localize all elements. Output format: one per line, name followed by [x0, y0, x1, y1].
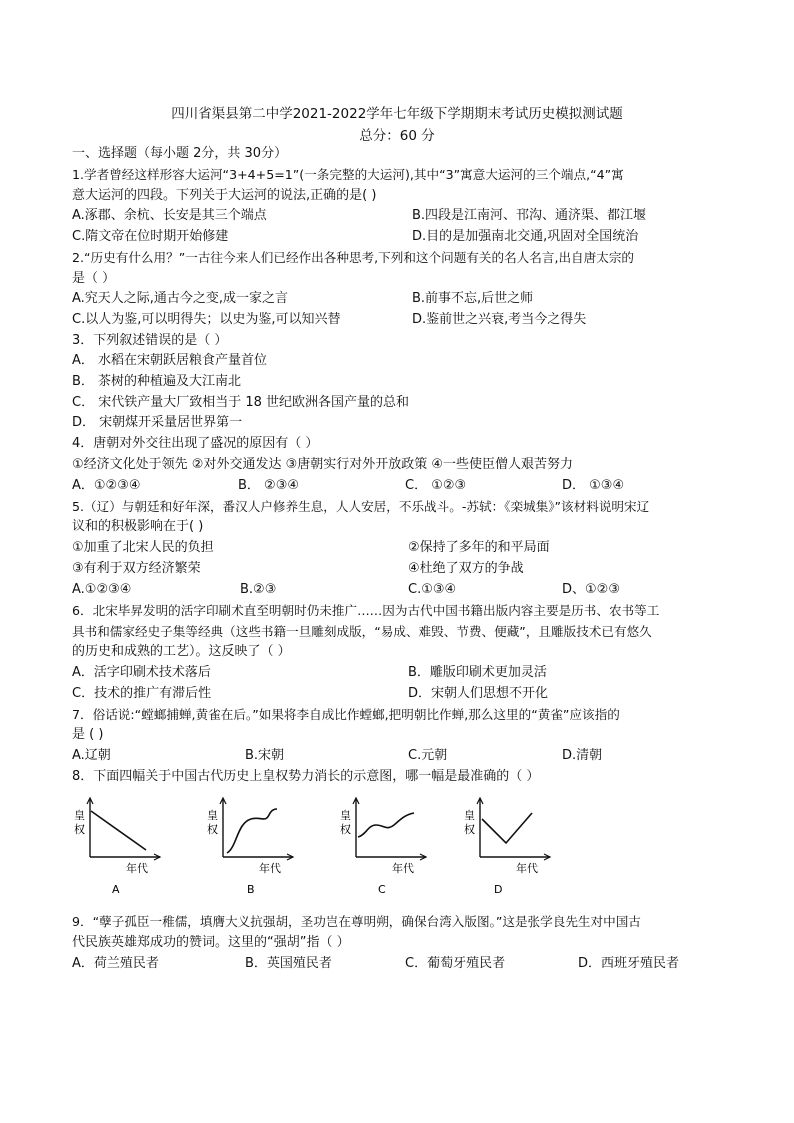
q2-stem-line2: 是（ ）: [72, 271, 116, 286]
total-score: 总分：60 分: [359, 128, 435, 144]
q2-stem-line1: 2.“历史有什么用？”一古往今来人们已经作出各种思考,下列和这个问题有关的名人名言,出自唐太宗的: [72, 250, 635, 265]
q7-option-b[interactable]: B.宋朝: [245, 748, 285, 763]
q6-option-b[interactable]: B．雕版印刷术更加灵活: [408, 665, 547, 680]
q9-stem-line1: 9．“孽子孤臣一稚儒，填膺大义抗强胡，圣功岂在尊明朔，确保台湾入版图。”这是张学良先生对中国古: [72, 914, 641, 929]
q5-stem-line1: 5.（辽）与朝廷和好年深，番汉人户修养生息，人人安居，不乐战斗。-苏轼：《栾城集》”该材料说明宋辽: [72, 499, 650, 514]
q5-option-a[interactable]: A.①②③④: [72, 582, 132, 597]
q6-stem-line3: 的历史和成熟的工艺）。这反映了（ ）: [72, 644, 291, 659]
graph-letter: D: [494, 883, 503, 896]
y-label-top: 皇: [207, 809, 218, 822]
q4-option-c[interactable]: C． ①②③: [405, 478, 467, 493]
q6-option-a[interactable]: A．活字印刷术技术落后: [72, 665, 211, 680]
q9-option-d[interactable]: D．西班牙殖民者: [578, 956, 680, 971]
x-label: 年代: [392, 862, 414, 875]
x-label: 年代: [126, 862, 148, 875]
q2-option-b[interactable]: B.前事不忘,后世之师: [412, 291, 534, 306]
q7-stem-line1: 7．俗话说:“螳螂捕蝉,黄雀在后。”如果将李自成比作螳螂,把明朝比作蝉,那么这里的“黄雀”应该指的: [72, 707, 620, 722]
q5-stem-line2: 议和的积极影响在于( ): [72, 519, 204, 534]
q4-stem: 4．唐朝对外交往出现了盛况的原因有（ ）: [72, 436, 319, 451]
q6-option-d[interactable]: D．宋朝人们思想不开化: [408, 686, 549, 701]
q8-graph-d[interactable]: [462, 795, 572, 895]
y-label-bottom: 权: [74, 823, 85, 836]
q8-graph-a-svg: [72, 795, 182, 895]
q3-option-d[interactable]: D． 宋朝煤开采量居世界第一: [72, 415, 243, 430]
q1-option-a[interactable]: A.涿郡、余杭、长安是其三个端点: [72, 208, 267, 223]
q2-option-a[interactable]: A.究天人之际,通古今之变,成一家之言: [72, 291, 289, 306]
q3-option-b[interactable]: B． 茶树的种植遍及大江南北: [72, 374, 242, 389]
q8-stem: 8．下面四幅关于中国古代历史上皇权势力消长的示意图，哪一幅是最准确的（ ）: [72, 769, 540, 784]
q5-item-1: ①加重了北宋人民的负担: [72, 540, 214, 555]
q6-stem-line1: 6．北宋毕昇发明的活字印刷术直至明朝时仍未推广……因为古代中国书籍出版内容主要是历书、农书等工: [72, 603, 660, 618]
q8-graph-a[interactable]: [72, 795, 182, 895]
q7-option-a[interactable]: A.辽朝: [72, 748, 111, 763]
q1-stem-line2: 意大运河的四段。下列关于大运河的说法,正确的是( ): [72, 188, 377, 203]
q5-option-b[interactable]: B.②③: [240, 582, 277, 597]
x-label: 年代: [516, 862, 538, 875]
y-label-bottom: 权: [464, 823, 475, 836]
q1-option-c[interactable]: C.隋文帝在位时期开始修建: [72, 229, 229, 244]
y-label-top: 皇: [74, 809, 85, 822]
q6-option-c[interactable]: C．技术的推广有滞后性: [72, 686, 212, 701]
q1-stem-line1: 1.学者曾经这样形容大运河“3+4+5=1”(一条完整的大运河),其中“3”寓意大运河的三个端点,“4”寓: [72, 167, 624, 182]
section-heading: 一、选择题（每小题 2分，共 30分）: [72, 146, 288, 161]
q8-graph-b[interactable]: [205, 795, 315, 895]
graph-letter: A: [112, 883, 120, 896]
q3-option-a[interactable]: A． 水稻在宋朝跃居粮食产量首位: [72, 353, 268, 368]
q8-graph-d-svg: [462, 795, 572, 895]
exam-title: 四川省渠县第二中学2021-2022学年七年级下学期期末考试历史模拟测试题: [171, 106, 623, 122]
q7-option-c[interactable]: C.元朝: [408, 748, 448, 763]
y-label-top: 皇: [340, 809, 351, 822]
y-label-top: 皇: [464, 809, 475, 822]
q9-stem-line2: 代民族英雄郑成功的赞词。这里的“强胡”指（ ）: [72, 935, 350, 950]
q3-option-c[interactable]: C． 宋代铁产量大厂致相当于 18 世纪欧洲各国产量的总和: [72, 395, 410, 410]
q7-stem-line2: 是 ( ): [72, 727, 104, 742]
q3-stem: 3．下列叙述错误的是（ ）: [72, 333, 228, 348]
q4-option-b[interactable]: B． ②③④: [238, 478, 300, 493]
q5-option-d[interactable]: D、①②③: [562, 582, 620, 597]
q9-option-a[interactable]: A．荷兰殖民者: [72, 956, 159, 971]
q4-option-d[interactable]: D． ①③④: [562, 478, 625, 493]
q8-graph-b-svg: [205, 795, 315, 895]
q4-items: ①经济文化处于领先 ②对外交通发达 ③唐朝实行对外开放政策 ④一些使臣僧人艰苦努力: [72, 457, 574, 472]
q5-item-3: ③有利于双方经济繁荣: [72, 561, 201, 576]
q8-graph-c-svg: [338, 795, 448, 895]
q5-item-2: ②保持了多年的和平局面: [408, 540, 550, 555]
q2-option-d[interactable]: D.鉴前世之兴衰,考当今之得失: [412, 312, 587, 327]
q9-option-b[interactable]: B．英国殖民者: [245, 956, 332, 971]
q7-option-d[interactable]: D.清朝: [562, 748, 603, 763]
q9-option-c[interactable]: C．葡萄牙殖民者: [405, 956, 506, 971]
q6-stem-line2: 具书和儒家经史子集等经典（这些书籍一旦雕刻成版，“易成、难毁、节费、便藏”，且雕版技术已有悠久: [72, 624, 652, 639]
q1-option-b[interactable]: B.四段是江南河、邗沟、通济渠、都江堰: [412, 208, 647, 223]
graph-letter: C: [378, 883, 386, 896]
graph-letter: B: [247, 883, 255, 896]
q8-graph-c[interactable]: [338, 795, 448, 895]
x-label: 年代: [259, 862, 281, 875]
q2-option-c[interactable]: C.以人为鉴,可以明得失；以史为鉴,可以知兴替: [72, 312, 341, 327]
trend-line-rise-late: [227, 809, 277, 853]
trend-line-rise-wave: [358, 813, 414, 837]
trend-line-decline: [91, 811, 146, 850]
q4-option-a[interactable]: A．①②③④: [72, 478, 141, 493]
q5-item-4: ④杜绝了双方的争战: [408, 561, 524, 576]
q1-option-d[interactable]: D.目的是加强南北交通,巩固对全国统治: [412, 229, 639, 244]
y-label-bottom: 权: [340, 823, 351, 836]
trend-line-fall-then-rise: [482, 813, 532, 843]
y-label-bottom: 权: [207, 823, 218, 836]
q5-option-c[interactable]: C.①③④: [408, 582, 457, 597]
